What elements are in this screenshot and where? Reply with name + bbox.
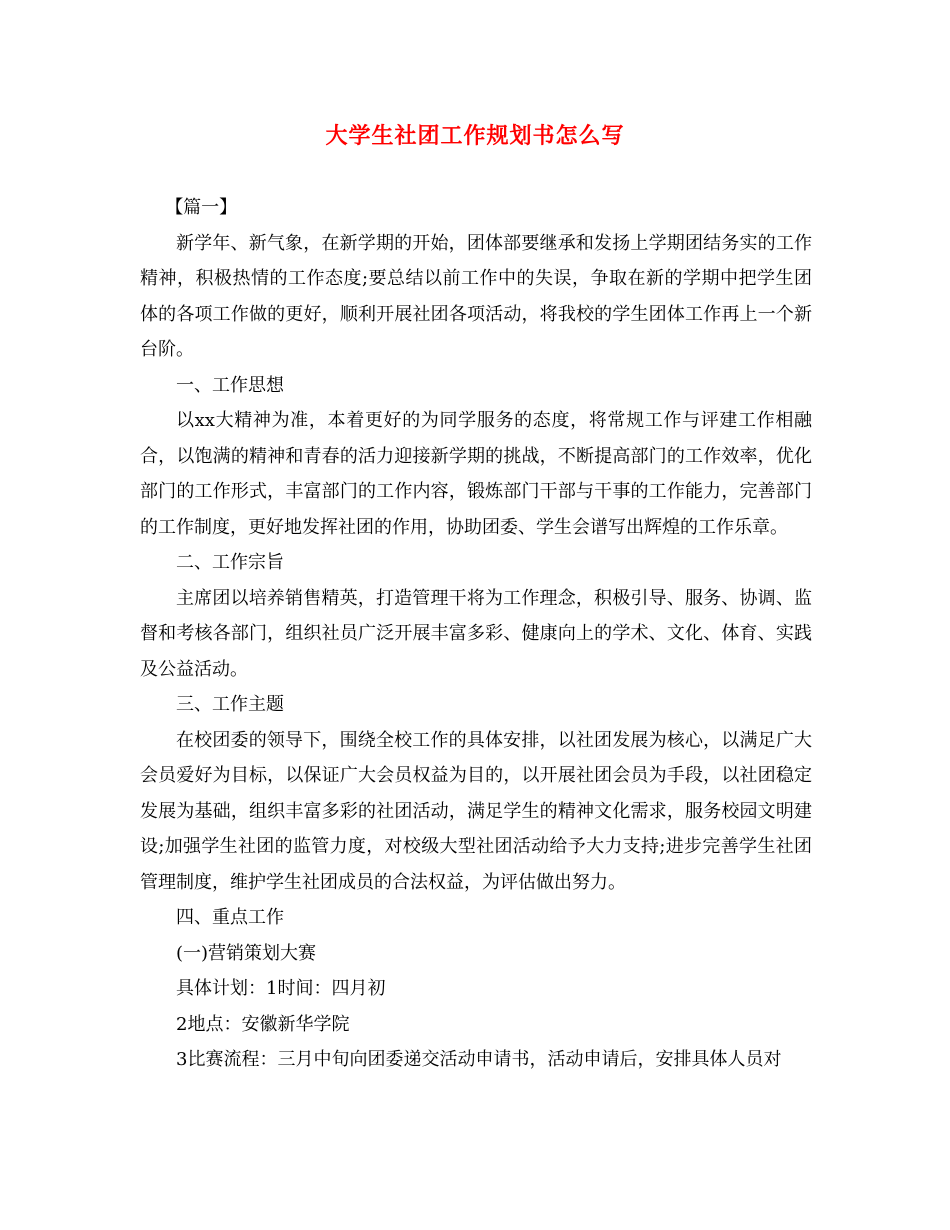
paragraph-work-purpose: 主席团以培养销售精英，打造管理干将为工作理念，积极引导、服务、协调、监督和考核各部门，组织社员广泛开展丰富多彩、健康向上的学术、文化、体育、实践及公益活动。 [140, 587, 812, 680]
subheading-marketing-contest: (一)营销策划大赛 [176, 942, 317, 964]
heading-key-work: 四、重点工作 [176, 907, 284, 928]
heading-work-purpose: 二、工作宗旨 [176, 552, 284, 573]
plan-process-line: 3比赛流程：三月中旬向团委递交活动申请书，活动申请后，安排具体人员对 [176, 1049, 782, 1070]
heading-work-theme: 三、工作主题 [176, 694, 284, 715]
intro-paragraph: 新学年、新气象，在新学期的开始，团体部要继承和发扬上学期团结务实的工作精神，积极热情的工作态度;要总结以前工作中的失误，争取在新的学期中把学生团体的各项工作做的更好，顺利开展社团各项活动，将我校的学生团体工作再上一个新台阶。 [140, 232, 812, 360]
plan-time-line: 具体计划：1时间：四月初 [176, 978, 386, 999]
section-label-part-one: 【篇一】 [165, 197, 238, 218]
plan-location-line: 2地点：安徽新华学院 [176, 1013, 350, 1035]
document-body [140, 190, 812, 1078]
heading-work-thought: 一、工作思想 [176, 374, 284, 396]
paragraph-work-theme: 在校团委的领导下，围绕全校工作的具体安排，以社团发展为核心，以满足广大会员爱好为目标，以保证广大会员权益为目的，以开展社团会员为手段，以社团稳定发展为基础，组织丰富多彩的社团活动，满足学生的精神文化需求，服务校园文明建设;加强学生社团的监管力度，对校级大型社团活动给予大力支持;进步完善学生社团管理制度，维护学生社团成员的合法权益，为评估做出努力。 [140, 729, 812, 893]
paragraph-work-thought: 以xx大精神为准，本着更好的为同学服务的态度，将常规工作与评建工作相融合，以饱满的精神和青春的活力迎接新学期的挑战，不断提高部门的工作效率，优化部门的工作形式，丰富部门的工作内容，锻炼部门干部与干事的工作能力，完善部门的工作制度，更好地发挥社团的作用，协助团委、学生会谱写出辉煌的工作乐章。 [140, 410, 812, 538]
document-title: 大学生社团工作规划书怎么写 [325, 123, 625, 149]
